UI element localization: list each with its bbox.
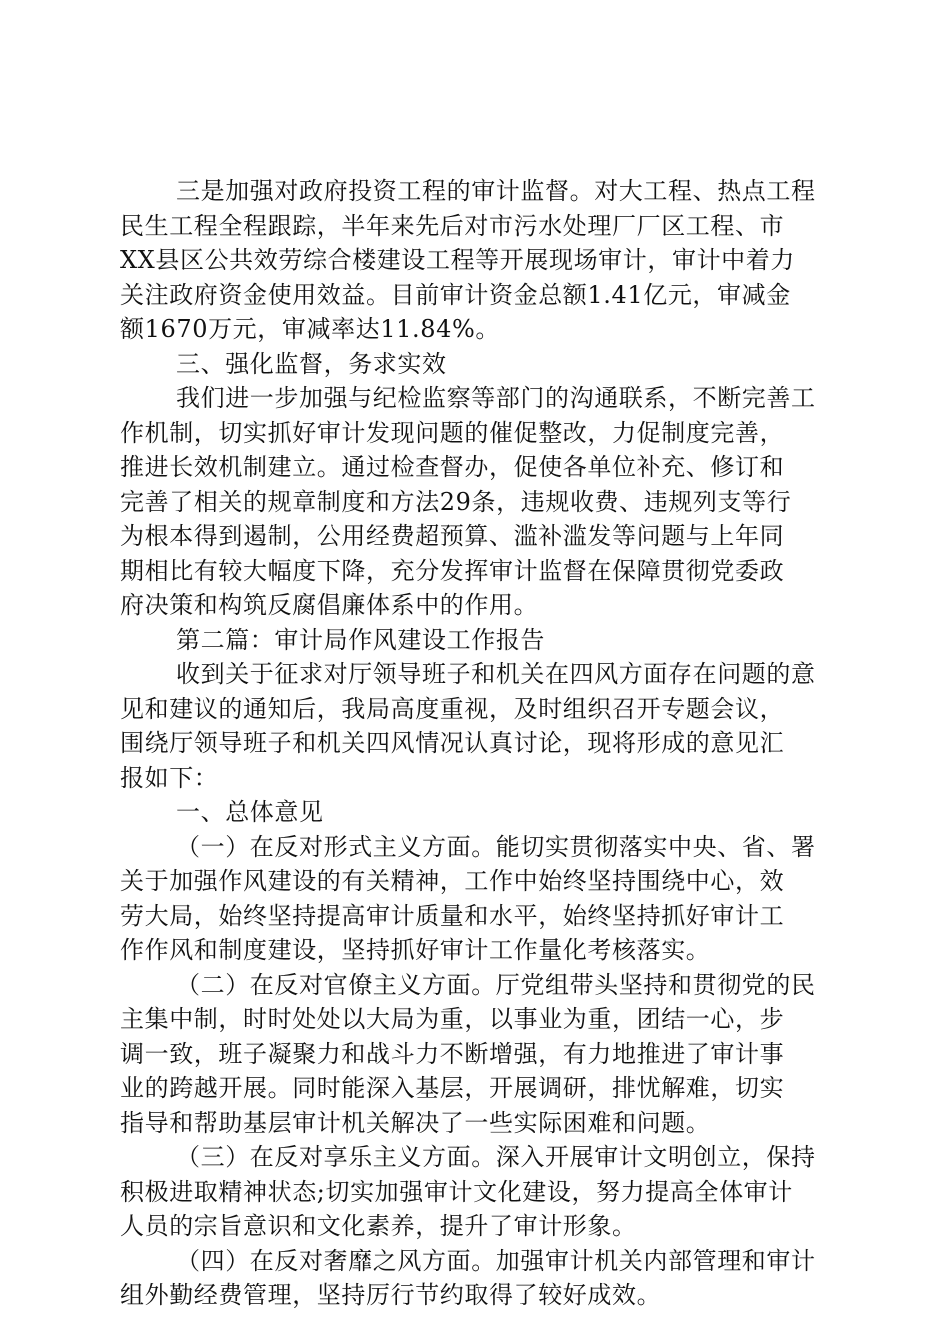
paragraph-line: （四）在反对奢靡之风方面。加强审计机关内部管理和审计 bbox=[176, 1246, 816, 1275]
document-body bbox=[120, 174, 837, 1313]
paragraph-line: （一）在反对形式主义方面。能切实贯彻落实中央、省、署 bbox=[176, 832, 816, 861]
paragraph-line: 推进长效机制建立。通过检查督办，促使各单位补充、修订和 bbox=[120, 453, 785, 481]
paragraph-line: 组外勤经费管理，坚持厉行节约取得了较好成效。 bbox=[120, 1281, 662, 1309]
paragraph-line: 府决策和构筑反腐倡廉体系中的作用。 bbox=[120, 591, 539, 619]
paragraph-line: 劳大局，始终坚持提高审计质量和水平，始终坚持抓好审计工 bbox=[120, 901, 785, 930]
paragraph-line: 为根本得到遏制，公用经费超预算、滥补滥发等问题与上年同 bbox=[120, 522, 785, 550]
section-heading: 一、总体意见 bbox=[176, 798, 324, 826]
paragraph-line: 调一致，班子凝聚力和战斗力不断增强，有力地推进了审计事 bbox=[120, 1039, 785, 1068]
paragraph-line: 关注政府资金使用效益。目前审计资金总额1.41亿元，审减金 bbox=[120, 280, 791, 309]
paragraph-line: 三是加强对政府投资工程的审计监督。对大工程、热点工程 bbox=[176, 177, 816, 205]
paragraph-line: 期相比有较大幅度下降，充分发挥审计监督在保障贯彻党委政 bbox=[120, 556, 785, 585]
paragraph-line: 业的跨越开展。同时能深入基层，开展调研，排忧解难，切实 bbox=[120, 1074, 785, 1102]
paragraph-line: 完善了相关的规章制度和方法29条，违规收费、违规列支等行 bbox=[120, 487, 792, 516]
paragraph-line: 我们进一步加强与纪检监察等部门的沟通联系，不断完善工 bbox=[176, 384, 816, 412]
paragraph-line: 收到关于征求对厅领导班子和机关在四风方面存在问题的意 bbox=[176, 660, 816, 688]
paragraph-line: 人员的宗旨意识和文化素养，提升了审计形象。 bbox=[120, 1212, 637, 1240]
paragraph-line: 作作风和制度建设，坚持抓好审计工作量化考核落实。 bbox=[120, 936, 711, 964]
chapter-heading: 第二篇：审计局作风建设工作报告 bbox=[176, 625, 545, 654]
paragraph-line: 关于加强作风建设的有关精神，工作中始终坚持围绕中心，效 bbox=[120, 867, 785, 895]
paragraph-line: 见和建议的通知后，我局高度重视，及时组织召开专题会议， bbox=[120, 694, 785, 723]
paragraph-line: 主集中制，时时处处以大局为重，以事业为重，团结一心，步 bbox=[120, 1005, 785, 1033]
paragraph-line: 额1670万元，审减率达11.84%。 bbox=[120, 315, 500, 343]
paragraph-line: 作机制，切实抓好审计发现问题的催促整改，力促制度完善， bbox=[120, 418, 785, 447]
paragraph-line: 指导和帮助基层审计机关解决了一些实际困难和问题。 bbox=[120, 1108, 711, 1137]
paragraph-line: 围绕厅领导班子和机关四风情况认真讨论，现将形成的意见汇 bbox=[120, 729, 785, 757]
paragraph-line: XX县区公共效劳综合楼建设工程等开展现场审计，审计中着力 bbox=[120, 246, 795, 274]
paragraph-line: （三）在反对享乐主义方面。深入开展审计文明创立，保持 bbox=[176, 1143, 816, 1171]
paragraph-line: 报如下： bbox=[120, 763, 219, 792]
paragraph-line: 积极进取精神状态;切实加强审计文化建设，努力提高全体审计 bbox=[120, 1177, 793, 1206]
paragraph-line: 民生工程全程跟踪，半年来先后对市污水处理厂厂区工程、市 bbox=[120, 211, 785, 240]
section-heading: 三、强化监督，务求实效 bbox=[176, 349, 447, 378]
paragraph-line: （二）在反对官僚主义方面。厅党组带头坚持和贯彻党的民 bbox=[176, 970, 816, 999]
